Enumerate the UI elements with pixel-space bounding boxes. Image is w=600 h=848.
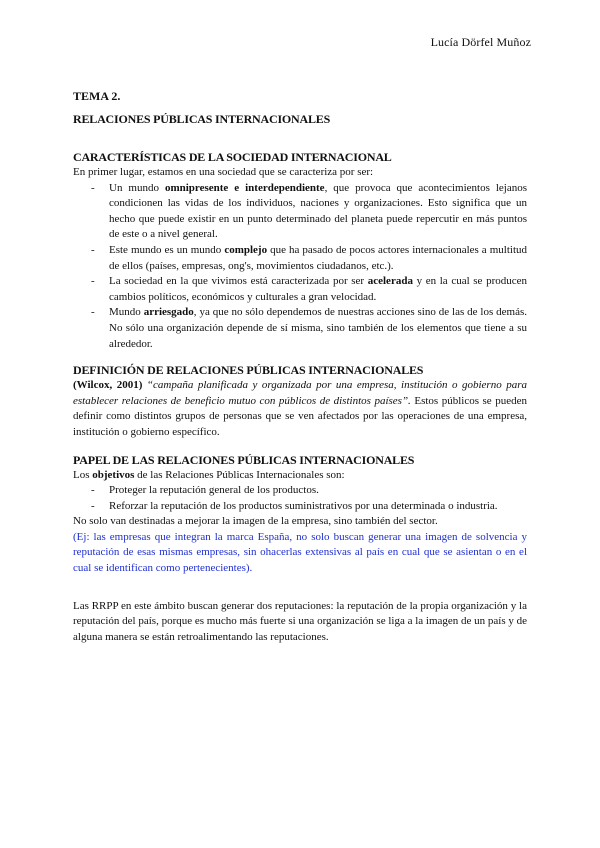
list-item: - Mundo arriesgado, ya que no sólo dependemos de nuestras acciones sino de las de los demás. No sólo una organización depende de sí misma, sino también de los elementos que tiene a su alrededor. [91, 305, 527, 352]
characteristics-list [73, 181, 527, 353]
document-body [73, 88, 527, 645]
author-name: Lucía Dörfel Muñoz [430, 35, 531, 49]
section-heading-definicion: DEFINICIÓN DE RELACIONES PÚBLICAS INTERNACIONALES [73, 363, 424, 378]
citation: (Wilcox, 2001) [73, 379, 143, 392]
section-heading-caracteristicas: CARACTERÍSTICAS DE LA SOCIEDAD INTERNACIONAL [73, 150, 392, 164]
example-note: (Ej: las empresas que integran la marca España, no solo buscan generar una imagen de solvencia y reputación de esas mismas empresas, sin ohacerlas extensivas al país en cual que se asientan o en el cual se identifican como pertenecientes). [73, 530, 527, 575]
list-item: - La sociedad en la que vivimos está caracterizada por ser acelerada y en la cual se producen cambios políticos, económicos y culturales a gran velocidad. [91, 274, 527, 305]
sector-note: No solo van destinadas a mejorar la imagen de la empresa, sino también del sector. [73, 515, 438, 528]
document-title: RELACIONES PÚBLICAS INTERNACIONALES [73, 112, 331, 126]
topic-number: TEMA 2. [73, 89, 121, 103]
section1-intro: En primer lugar, estamos en una sociedad que se caracteriza por ser: [73, 166, 374, 178]
list-item: - Este mundo es un mundo complejo que ha pasado de pocos actores internacionales a multitud de ellos (países, empresas, ong's, movimientos ciudadanos, etc.). [91, 243, 527, 274]
list-item: - Un mundo omnipresente e interdependiente, que provoca que acontecimientos lejanos condicionen las vidas de los individuos, naciones y organizaciones. Esto significa que un hecho que puede existir en un punto determinado del planeta puede repercutir en más puntos de este o a nivel general. [91, 181, 527, 243]
list-item: - Proteger la reputación general de los productos. [91, 483, 527, 499]
objectives-intro: Los objetivos de las Relaciones Públicas Internacionales son: [73, 468, 345, 481]
objectives-list [73, 483, 527, 514]
definition-quote: “campaña planificada y organizada por una empresa, institución o gobierno para establecer relaciones de beneficio mutuo con públicos de distintos países”. [73, 379, 528, 407]
list-item: - Reforzar la reputación de los productos suministrativos por una determinada o industria. [91, 499, 527, 515]
closing-paragraph: Las RRPP en este ámbito buscan generar dos reputaciones: la reputación de la propia organización y la reputación del país, porque es mucho más fuerte si una organización se liga a la imagen de un país y de alguna manera se están retroalimentando las reputaciones. [73, 599, 528, 643]
section-heading-papel: PAPEL DE LAS RELACIONES PÚBLICAS INTERNACIONALES [73, 452, 415, 467]
definition-paragraph: (Wilcox, 2001) “campaña planificada y organizada por una empresa, institución o gobierno para establecer relaciones de beneficio mutuo con públicos de distintos países”. Estos públicos se pueden definir como distintos grupos de personas que se ven afectados por las operaciones de una empresa, institución o gobierno específico. [73, 379, 528, 438]
